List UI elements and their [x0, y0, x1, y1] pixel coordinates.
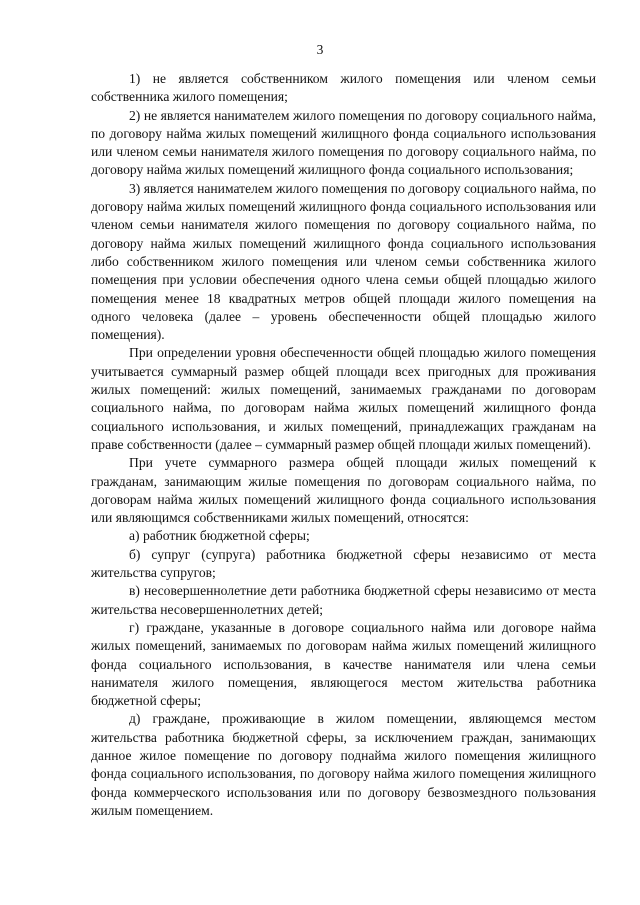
paragraph-subitem-a: а) работник бюджетной сферы;: [129, 528, 310, 544]
paragraph-persons-included: При учете суммарного размера общей площади жилых помещений к гражданам, занимающим жилые помещения по договорам социального найма, по договорам найма жилых помещений жилищного фонда социального использования или являющимся собственниками жилых помещений, относятся:: [91, 455, 596, 526]
document-body: [91, 70, 596, 820]
paragraph-item-3: 3) является нанимателем жилого помещения по договору социального найма, по договору найма жилых помещений жилищного фонда социального использования или членом семьи нанимателя жилого помещения по договору социального найма, по договору найма жилых помещений жилищного фонда социального использования либо собственником жилого помещения или членом семьи собственника жилого помещения при условии обеспечения одного члена семьи общей площадью жилого помещения менее 18 квадратных метров общей площади жилого помещения на одного человека (далее – уровень обеспеченности общей площадью жилого помещения).: [91, 180, 596, 343]
paragraph-subitem-g: г) граждане, указанные в договоре социального найма или договоре найма жилых помещений, занимаемых по договорам найма жилых помещений жилищного фонда социального использования, в качестве нанимателя или члена семьи нанимателя жилого помещения, являющегося местом жительства работника бюджетной сферы;: [91, 619, 596, 709]
paragraph-subitem-v: в) несовершеннолетние дети работника бюджетной сферы независимо от места жительства несовершеннолетних детей;: [91, 583, 596, 617]
page-number: 3: [316, 42, 324, 57]
paragraph-subitem-b: б) супруг (супруга) работника бюджетной сферы независимо от места жительства супругов;: [91, 546, 596, 581]
paragraph-item-1: 1) не является собственником жилого помещения или членом семьи собственника жилого помещения;: [91, 71, 596, 105]
paragraph-area-determination: При определении уровня обеспеченности общей площадью жилого помещения учитывается суммарный размер общей площади всех пригодных для проживания жилых помещений: жилых помещений, занимаемых гражданами по договорам социального найма, по договорам найма жилых помещений жилищного фонда социального использования, и жилых помещений, принадлежащих гражданам на праве собственности (далее – суммарный размер общей площади жилых помещений).: [91, 345, 596, 452]
paragraph-subitem-d: д) граждане, проживающие в жилом помещении, являющемся местом жительства работника бюджетной сферы, за исключением граждан, занимающих данное жилое помещение по договору поднайма жилого помещения жилищного фонда социального использования, по договору найма жилого помещения жилищного фонда коммерческого использования или по договору безвозмездного пользования жилым помещением.: [91, 711, 596, 818]
paragraph-item-2: 2) не является нанимателем жилого помещения по договору социального найма, по договору найма жилых помещений жилищного фонда социального использования или членом семьи нанимателя жилого помещения по договору социального найма, по договору найма жилых помещений жилищного фонда социального использования;: [91, 107, 596, 178]
